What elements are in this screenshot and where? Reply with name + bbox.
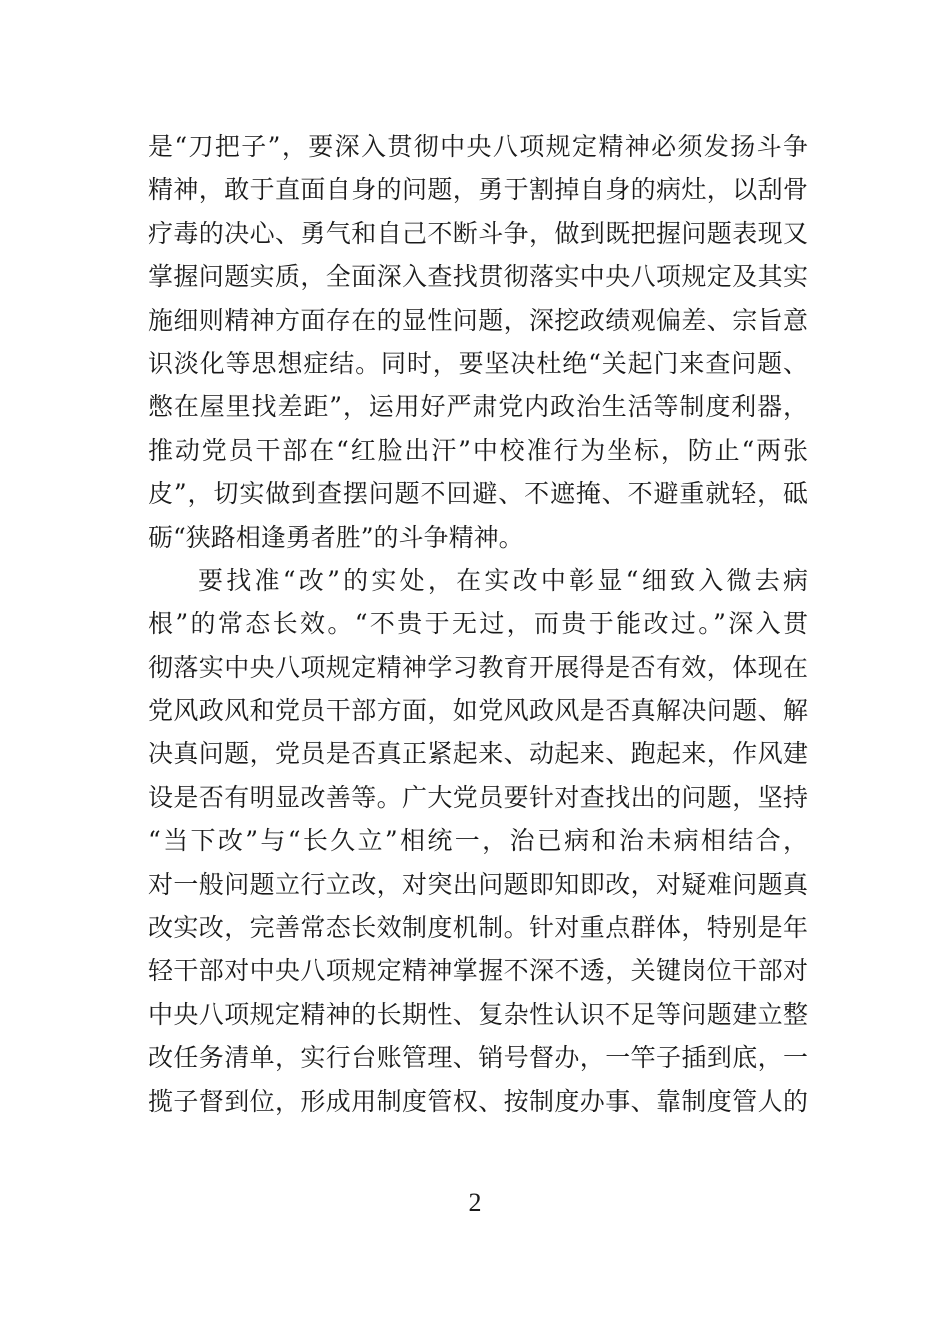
text-line: 皮”，切实做到查摆问题不回避、不遮掩、不避重就轻，砥	[148, 479, 808, 509]
text-line: 中央八项规定精神的长期性、复杂性认识不足等问题建立整	[148, 999, 808, 1029]
text-line: 识淡化等思想症结。同时，要坚决杜绝“关起门来查问题、	[148, 348, 808, 378]
text-line: 党风政风和党员干部方面，如党风政风是否真解决问题、解	[148, 696, 808, 726]
text-line: 改实改，完善常态长效制度机制。针对重点群体，特别是年	[148, 913, 808, 943]
page-number: 2	[468, 1188, 482, 1217]
text-line: 改任务清单，实行台账管理、销号督办，一竿子插到底，一	[148, 1043, 808, 1073]
text-line: 是“刀把子”，要深入贯彻中央八项规定精神必须发扬斗争	[148, 132, 808, 161]
text-line: 疗毒的决心、勇气和自己不断斗争，做到既把握问题表现又	[148, 218, 808, 248]
text-line: 揽子督到位，形成用制度管权、按制度办事、靠制度管人的	[148, 1086, 808, 1116]
text-line: 设是否有明显改善等。广大党员要针对查找出的问题，坚持	[148, 782, 808, 812]
text-line: “当下改”与“长久立”相统一，治已病和治未病相结合，	[148, 826, 808, 856]
text-line: 决真问题，党员是否真正紧起来、动起来、跑起来，作风建	[148, 739, 808, 769]
text-line: 轻干部对中央八项规定精神掌握不深不透，关键岗位干部对	[148, 956, 808, 986]
text-line: 根”的常态长效。“不贵于无过，而贵于能改过。”深入贯	[148, 609, 808, 639]
text-line: 掌握问题实质，全面深入查找贯彻落实中央八项规定及其实	[148, 262, 808, 292]
text-line: 彻落实中央八项规定精神学习教育开展得是否有效，体现在	[148, 652, 808, 682]
text-line: 要找准“改”的实处，在实改中彰显“细致入微去病	[198, 565, 808, 595]
text-line: 对一般问题立行立改，对突出问题即知即改，对疑难问题真	[148, 869, 808, 899]
text-line: 施细则精神方面存在的显性问题，深挖政绩观偏差、宗旨意	[148, 305, 808, 335]
body-text	[148, 125, 808, 1123]
text-line: 憋在屋里找差距”，运用好严肃党内政治生活等制度利器，	[148, 392, 808, 422]
text-line: 精神，敢于直面自身的问题，勇于割掉自身的病灶，以刮骨	[148, 175, 808, 205]
text-line: 推动党员干部在“红脸出汗”中校准行为坐标，防止“两张	[148, 435, 808, 465]
paragraph-1	[148, 125, 808, 559]
paragraph-2	[148, 559, 808, 1123]
text-line: 砺“狭路相逢勇者胜”的斗争精神。	[148, 522, 524, 552]
